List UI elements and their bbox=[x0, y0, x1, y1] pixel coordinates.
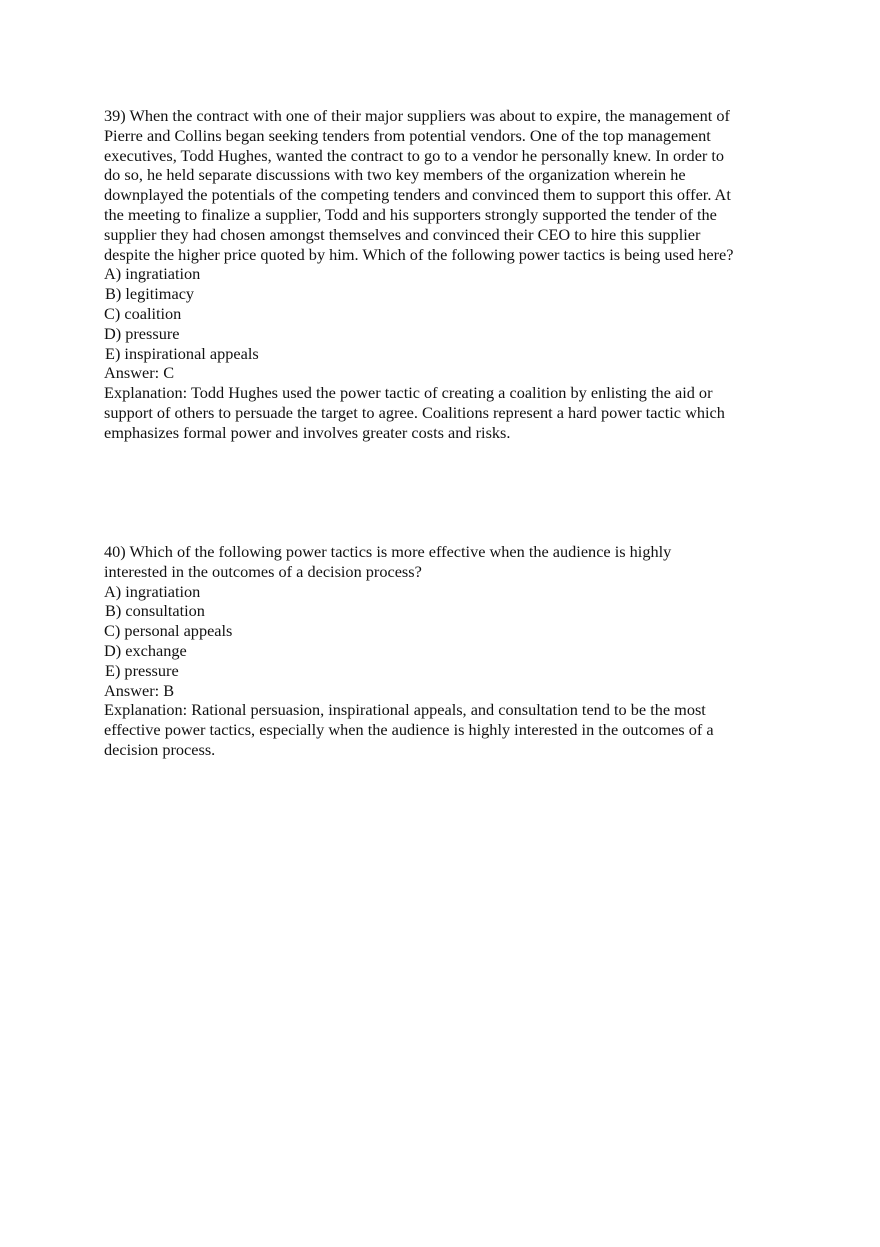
answer-line: Answer: B bbox=[104, 680, 175, 700]
answer-options bbox=[104, 582, 794, 681]
option-a: A) ingratiation bbox=[104, 264, 201, 284]
explanation-line: decision process. bbox=[104, 739, 216, 759]
answer-line: Answer: C bbox=[104, 363, 175, 383]
option-c: C) personal appeals bbox=[104, 621, 233, 641]
stem-line: do so, he held separate discussions with two key members of the organization wherein he bbox=[104, 165, 686, 185]
stem-line: interested in the outcomes of a decision process? bbox=[104, 561, 422, 581]
option-a: A) ingratiation bbox=[104, 581, 201, 601]
stem-line: the meeting to finalize a supplier, Todd and his supporters strongly supported the tender of the bbox=[104, 204, 717, 224]
explanation-line: emphasizes formal power and involves greater costs and risks. bbox=[104, 422, 511, 442]
option-e: E) pressure bbox=[105, 660, 179, 680]
explanation bbox=[104, 383, 794, 442]
option-c: C) coalition bbox=[104, 303, 182, 323]
question-40 bbox=[104, 542, 794, 760]
question-39 bbox=[104, 106, 794, 443]
stem-line: 40) Which of the following power tactics is more effective when the audience is highly bbox=[104, 542, 672, 561]
option-d: D) pressure bbox=[104, 323, 180, 343]
option-b: B) legitimacy bbox=[105, 284, 195, 304]
stem-line: Pierre and Collins began seeking tenders from potential vendors. One of the top management bbox=[104, 125, 711, 145]
explanation-line: effective power tactics, especially when the audience is highly interested in the outcomes of a bbox=[104, 720, 714, 740]
option-d: D) exchange bbox=[104, 640, 187, 660]
explanation bbox=[104, 700, 794, 759]
explanation-line: Explanation: Rational persuasion, inspirational appeals, and consultation tend to be the most bbox=[104, 700, 706, 720]
option-e: E) inspirational appeals bbox=[105, 343, 259, 363]
question-stem bbox=[104, 106, 794, 264]
explanation-line: support of others to persuade the target to agree. Coalitions represent a hard power tactic which bbox=[104, 402, 725, 422]
option-b: B) consultation bbox=[105, 601, 205, 621]
explanation-line: Explanation: Todd Hughes used the power tactic of creating a coalition by enlisting the aid or bbox=[104, 383, 713, 403]
stem-line: despite the higher price quoted by him. Which of the following power tactics is being used here? bbox=[104, 244, 734, 264]
answer-options bbox=[104, 264, 794, 363]
question-stem bbox=[104, 542, 794, 582]
stem-line: 39) When the contract with one of their major suppliers was about to expire, the management of bbox=[104, 106, 730, 125]
stem-line: downplayed the potentials of the competing tenders and convinced them to support this offer. At bbox=[104, 185, 731, 205]
stem-line: executives, Todd Hughes, wanted the contract to go to a vendor he personally knew. In order to bbox=[104, 145, 725, 165]
stem-line: supplier they had chosen amongst themselves and convinced their CEO to hire this supplier bbox=[104, 224, 701, 244]
